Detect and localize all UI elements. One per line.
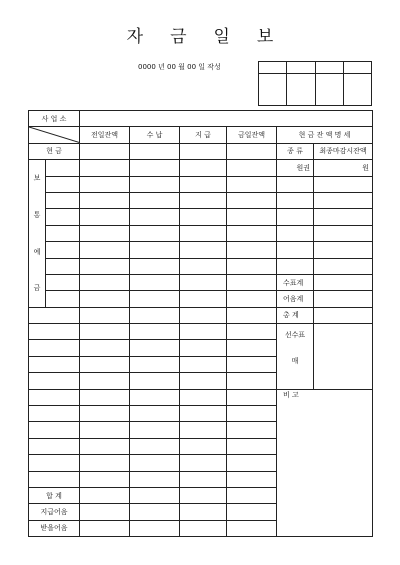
page-title: 자금일보 (126, 27, 301, 47)
check-total-label: 수표계 (277, 274, 314, 290)
business-row (29, 111, 373, 127)
remarks-label: 비 고 (283, 390, 299, 399)
kind-label: 종 류 (277, 143, 314, 159)
prepaid-check-label: 선수표 (284, 331, 306, 340)
unit-won-label: 원권 (277, 160, 314, 176)
business-value[interactable] (80, 111, 373, 127)
col-receipts: 수 납 (130, 127, 180, 143)
date-line: 0000 년 00 월 00 일 작성 (138, 63, 221, 71)
count-label: 매 (291, 357, 299, 366)
bills-payable-label: 지급어음 (29, 504, 80, 520)
col-prev-balance: 전일잔액 (80, 127, 130, 143)
cash-report-table (28, 110, 373, 537)
cash-balance-header: 현 금 잔 액 명 세 (277, 127, 373, 143)
bill-total-label: 어음계 (277, 291, 314, 307)
col-today-balance: 금일잔액 (227, 127, 277, 143)
header-row (29, 127, 373, 143)
prepaid-check-cell (277, 324, 314, 390)
diagonal-header-cell (29, 127, 80, 143)
approval-box (258, 61, 372, 106)
deposit-vertical-label: 보 통 예 금 (29, 160, 46, 308)
remarks-cell (277, 389, 373, 537)
total-label: 합 계 (29, 487, 80, 503)
business-label: 사 업 소 (29, 111, 80, 127)
final-balance-label: 최종마감시잔액 (314, 143, 373, 159)
won-suffix: 원 (314, 160, 373, 176)
bills-received-label: 받을어음 (29, 520, 80, 536)
cash-row (29, 143, 373, 159)
cash-label: 현 금 (29, 143, 80, 159)
sum-label: 총 계 (277, 307, 314, 323)
col-payments: 지 급 (180, 127, 227, 143)
